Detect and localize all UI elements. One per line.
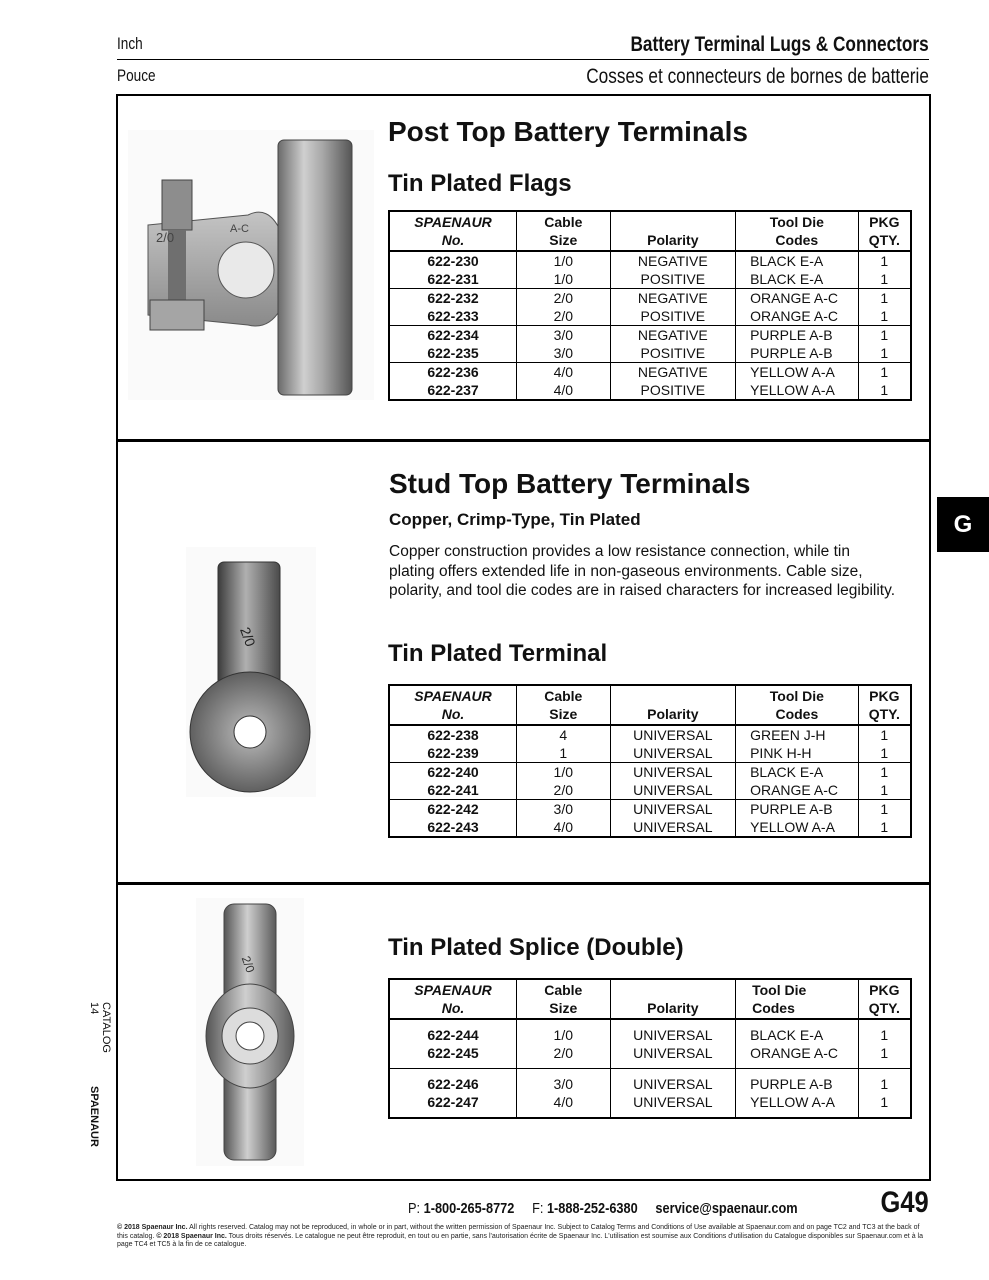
section2-table-title: Tin Plated Terminal — [388, 640, 608, 667]
table-cell: NEGATIVE — [610, 326, 736, 345]
col-header-cable-size: Cable Size — [517, 979, 610, 1019]
table-cell: 622-237 — [427, 382, 479, 398]
table-cell: 622-243 — [427, 819, 479, 835]
table-cell: 4/0 — [517, 818, 610, 837]
header-unit-en: Inch — [117, 34, 143, 53]
section1-table — [388, 210, 912, 401]
table-cell: 1 — [858, 744, 911, 763]
splice-size-marking: 2/0 — [238, 954, 258, 975]
header-unit-fr: Pouce — [117, 66, 156, 85]
table-cell: 4/0 — [517, 381, 611, 400]
table-cell: 1 — [858, 381, 911, 400]
table-cell: 3/0 — [517, 800, 610, 819]
table-cell: UNIVERSAL — [610, 1069, 736, 1094]
section3-table-title: Tin Plated Splice (Double) — [388, 934, 684, 961]
table-cell: 1 — [858, 1093, 911, 1118]
table-cell: 1 — [858, 307, 911, 326]
table-cell: 622-232 — [427, 290, 479, 306]
table-row — [389, 763, 911, 782]
flag-size-marking: 2/0 — [156, 230, 175, 245]
table-row — [389, 1069, 911, 1094]
post-top-terminal-image — [128, 130, 374, 400]
table-row — [389, 326, 911, 345]
table-cell: 1 — [858, 763, 911, 782]
table-header-row — [389, 979, 911, 1019]
table-cell: POSITIVE — [610, 344, 736, 363]
section-tab: G — [937, 497, 989, 552]
header-title-en: Battery Terminal Lugs & Connectors — [630, 33, 929, 56]
table-cell: 1 — [858, 1069, 911, 1094]
table-cell: 1/0 — [517, 270, 611, 289]
table-cell: PURPLE A-B — [736, 1069, 859, 1094]
table-row — [389, 1019, 911, 1044]
table-cell: UNIVERSAL — [610, 800, 736, 819]
table-cell: PURPLE A-B — [736, 344, 859, 363]
table-header-row — [389, 211, 911, 251]
section2-title: Stud Top Battery Terminals — [389, 468, 751, 499]
table-cell: UNIVERSAL — [610, 744, 736, 763]
table-cell: 622-238 — [427, 727, 479, 743]
table-cell: UNIVERSAL — [610, 781, 736, 800]
col-header-tool-die: Tool Die Codes — [736, 211, 859, 251]
table-cell: ORANGE A-C — [736, 781, 859, 800]
section-divider-2 — [116, 882, 931, 885]
table-cell: YELLOW A-A — [736, 381, 859, 400]
table-cell: POSITIVE — [610, 307, 736, 326]
table-row — [389, 744, 911, 763]
table-cell: 1 — [858, 344, 911, 363]
phone-number: 1-800-265-8772 — [423, 1200, 515, 1217]
table-cell: 622-234 — [427, 327, 479, 343]
section2-table — [388, 684, 912, 838]
table-row — [389, 818, 911, 837]
table-cell: 622-240 — [427, 764, 479, 780]
table-cell: 622-235 — [389, 344, 517, 363]
table-row — [389, 344, 911, 363]
table-cell: YELLOW A-A — [736, 818, 859, 837]
table-cell: 1 — [858, 818, 911, 837]
phone-label: P: — [408, 1200, 421, 1217]
table-cell: 622-236 — [427, 364, 479, 380]
table-cell: BLACK E-A — [736, 270, 859, 289]
table-cell: PURPLE A-B — [736, 326, 859, 345]
table-row — [389, 1044, 911, 1069]
table-cell: 2/0 — [517, 289, 611, 308]
table-cell: UNIVERSAL — [610, 1019, 736, 1044]
table-cell: 1 — [858, 363, 911, 382]
side-brand-label: SPAENAUR — [88, 1086, 100, 1147]
table-cell: 622-241 — [389, 781, 517, 800]
table-cell: 1/0 — [517, 1019, 610, 1044]
col-header-part-no: SPAENAUR No. — [389, 685, 517, 725]
table-cell: YELLOW A-A — [736, 363, 859, 382]
col-header-cable-size: Cable Size — [517, 211, 611, 251]
table-cell: UNIVERSAL — [610, 818, 736, 837]
header-divider — [117, 59, 929, 60]
table-cell: 1 — [858, 800, 911, 819]
table-header-row — [389, 685, 911, 725]
table-cell: 622-245 — [389, 1044, 517, 1069]
table-cell: 1 — [858, 270, 911, 289]
table-cell: ORANGE A-C — [736, 307, 859, 326]
table-cell: 3/0 — [517, 344, 611, 363]
table-cell: 622-247 — [427, 1094, 479, 1110]
table-cell: 1 — [858, 251, 911, 270]
col-header-polarity: Polarity — [610, 979, 736, 1019]
table-cell: ORANGE A-C — [736, 289, 859, 308]
table-row — [389, 363, 911, 382]
col-header-pkg-qty: PKG QTY. — [858, 979, 911, 1019]
table-row — [389, 1093, 911, 1118]
table-cell: 1 — [858, 1044, 911, 1069]
col-header-tool-die: Tool Die Codes — [736, 979, 859, 1019]
table-cell: POSITIVE — [610, 381, 736, 400]
table-cell: UNIVERSAL — [610, 725, 736, 744]
table-cell: 622-242 — [427, 801, 479, 817]
table-cell: PURPLE A-B — [736, 800, 859, 819]
table-cell: 1 — [858, 326, 911, 345]
section2-subtitle: Copper, Crimp-Type, Tin Plated — [389, 510, 641, 529]
table-cell: UNIVERSAL — [610, 1093, 736, 1118]
table-row — [389, 251, 911, 270]
email-link[interactable]: service@spaenaur.com — [655, 1200, 798, 1217]
table-cell: BLACK E-A — [736, 763, 859, 782]
table-cell: 1 — [858, 781, 911, 800]
table-cell: BLACK E-A — [736, 251, 859, 270]
table-cell: 1/0 — [517, 763, 610, 782]
table-cell: 622-230 — [427, 253, 479, 269]
table-cell: ORANGE A-C — [736, 1044, 859, 1069]
table-row — [389, 781, 911, 800]
table-cell: PINK H-H — [736, 744, 859, 763]
table-cell: 2/0 — [517, 781, 610, 800]
table-cell: 622-231 — [389, 270, 517, 289]
table-cell: NEGATIVE — [610, 251, 736, 270]
table-cell: UNIVERSAL — [610, 763, 736, 782]
col-header-pkg-qty: PKG QTY. — [858, 211, 911, 251]
footer-contact — [408, 1200, 798, 1217]
col-header-polarity: Polarity — [610, 211, 736, 251]
table-cell: 622-233 — [389, 307, 517, 326]
table-cell: 1 — [858, 289, 911, 308]
col-header-part-no: SPAENAUR No. — [389, 211, 517, 251]
table-cell: 2/0 — [517, 307, 611, 326]
page-number: G49 — [880, 1186, 929, 1219]
table-row — [389, 725, 911, 744]
table-cell: 622-239 — [389, 744, 517, 763]
side-catalog-label: CATALOG 14 — [88, 1002, 112, 1053]
lug-size-marking: 2/0 — [237, 624, 259, 649]
table-cell: 622-244 — [427, 1027, 479, 1043]
col-header-tool-die: Tool Die Codes — [736, 685, 859, 725]
table-cell: 3/0 — [517, 1069, 610, 1094]
table-cell: 4/0 — [517, 363, 611, 382]
table-row — [389, 307, 911, 326]
col-header-pkg-qty: PKG QTY. — [858, 685, 911, 725]
table-cell: 1 — [858, 1019, 911, 1044]
flag-code-marking: A-C — [230, 223, 249, 235]
table-cell: 622-246 — [427, 1076, 479, 1092]
table-cell: BLACK E-A — [736, 1019, 859, 1044]
table-cell: 1 — [517, 744, 610, 763]
table-cell: GREEN J-H — [736, 725, 859, 744]
table-cell: 1/0 — [517, 251, 611, 270]
table-row — [389, 289, 911, 308]
section1-subtitle: Tin Plated Flags — [388, 170, 572, 197]
table-cell: NEGATIVE — [610, 289, 736, 308]
stud-top-terminal-image — [186, 547, 316, 797]
section3-table — [388, 978, 912, 1119]
table-row — [389, 800, 911, 819]
table-cell: 4 — [517, 725, 610, 744]
table-cell: 1 — [858, 725, 911, 744]
splice-image — [196, 898, 304, 1166]
table-cell: UNIVERSAL — [610, 1044, 736, 1069]
fax-label: F: — [532, 1200, 544, 1217]
table-cell: 3/0 — [517, 326, 611, 345]
table-cell: POSITIVE — [610, 270, 736, 289]
col-header-part-no: SPAENAUR No. — [389, 979, 517, 1019]
section-divider-1 — [116, 439, 931, 442]
table-cell: NEGATIVE — [610, 363, 736, 382]
table-row — [389, 381, 911, 400]
legal-notice: © 2018 Spaenaur Inc. All rights reserved. Catalog may not be reproduced, in whole or in part, without the written permission of Spaenaur Inc. Subject to Catalog Terms and Conditions of Use available at Spaenaur.com and on page TC2 and TC3 at the back of this catalog. © 2018 Spaenaur Inc. Tous droits réservés. Le catalogue ne peut être reproduit, en tout ou en partie, sans l'autorisation écrite de Spaenaur Inc. L'utilisation est soumise aux Conditions d'utilisation du Catalogue disponibles sur Spaenaur.com et à la page TC4 et TC5 à la fin de ce catalogue. — [117, 1224, 923, 1248]
col-header-polarity: Polarity — [610, 685, 736, 725]
section2-description: Copper construction provides a low resistance connection, while tin plating offers extended life in non-gaseous environments. Cable size, polarity, and tool die codes are in raised characters for increased legibility. — [389, 543, 896, 599]
table-cell: 2/0 — [517, 1044, 610, 1069]
table-cell: 4/0 — [517, 1093, 610, 1118]
col-header-cable-size: Cable Size — [517, 685, 610, 725]
header-title-fr: Cosses et connecteurs de bornes de batterie — [586, 65, 929, 88]
table-cell: YELLOW A-A — [736, 1093, 859, 1118]
fax-number: 1-888-252-6380 — [546, 1200, 638, 1217]
table-row — [389, 270, 911, 289]
section1-title: Post Top Battery Terminals — [388, 116, 748, 147]
